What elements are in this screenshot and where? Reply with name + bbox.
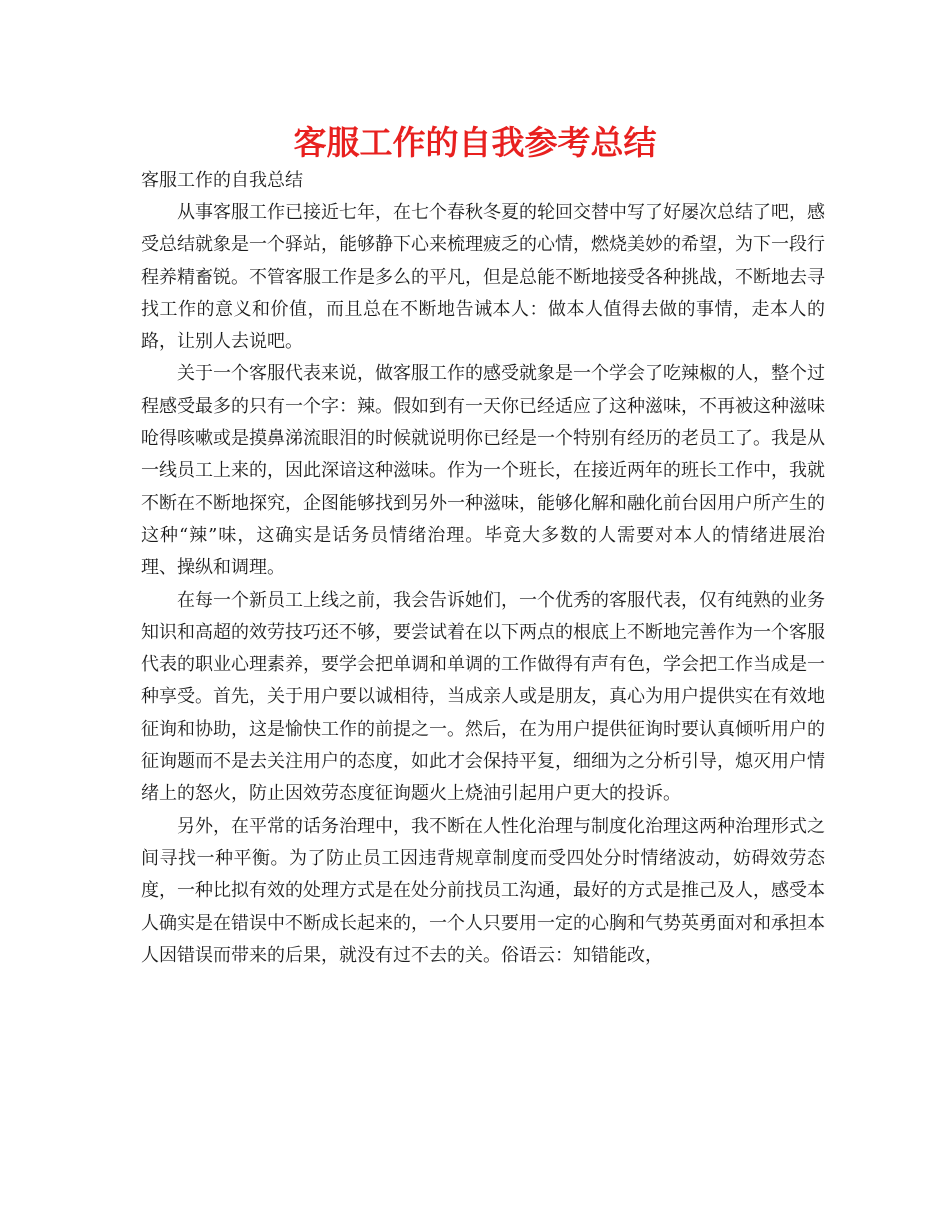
document-subtitle: 客服工作的自我总结 [141, 170, 303, 191]
paragraph-4: 另外，在平常的话务治理中，我不断在人性化治理与制度化治理这两种治理形式之间寻找一种平衡。为了防止员工因违背规章制度而受四处分时情绪波动，妨碍效劳态度，一种比拟有效的处理方式是在处分前找员工沟通，最好的方式是推己及人，感受本人确实是在错误中不断成长起来的，一个人只要用一定的心胸和气势英勇面对和承担本人因错误而带来的后果，就没有过不去的关。俗语云：知错能改， [141, 815, 825, 966]
paragraph-2: 关于一个客服代表来说，做客服工作的感受就象是一个学会了吃辣椒的人，整个过程感受最多的只有一个字：辣。假如到有一天你已经适应了这种滋味，不再被这种滋味呛得咳嗽或是摸鼻涕流眼泪的时候就说明你已经是一个特别有经历的老员工了。我是从一线员工上来的，因此深谙这种滋味。作为一个班长，在接近两年的班长工作中，我就不断在不断地探究，企图能够找到另外一种滋味，能够化解和融化前台因用户所产生的这种“辣”味，这确实是话务员情绪治理。毕竟大多数的人需要对本人的情绪进展治理、操纵和调理。 [141, 363, 825, 579]
paragraph-3: 在每一个新员工上线之前，我会告诉她们，一个优秀的客服代表，仅有纯熟的业务知识和高超的效劳技巧还不够，要尝试着在以下两点的根底上不断地完善作为一个客服代表的职业心理素养，要学会把单调和单调的工作做得有声有色，学会把工作当成是一种享受。首先，关于用户要以诚相待，当成亲人或是朋友，真心为用户提供实在有效地征询和协助，这是愉快工作的前提之一。然后，在为用户提供征询时要认真倾听用户的征询题而不是去关注用户的态度，如此才会保持平复，细细为之分析引导，熄灭用户情绪上的怒火，防止因效劳态度征询题火上烧油引起用户更大的投诉。 [141, 589, 825, 805]
paragraph-1: 从事客服工作已接近七年，在七个春秋冬夏的轮回交替中写了好屡次总结了吧，感受总结就象是一个驿站，能够静下心来梳理疲乏的心情，燃烧美妙的希望，为下一段行程养精畜锐。不管客服工作是多么的平凡，但是总能不断地接受各种挑战，不断地去寻找工作的意义和价值，而且总在不断地告诫本人：做本人值得去做的事情，走本人的路，让别人去说吧。 [141, 202, 825, 353]
document-body [141, 197, 825, 972]
document-title: 客服工作的自我参考总结 [293, 123, 657, 162]
